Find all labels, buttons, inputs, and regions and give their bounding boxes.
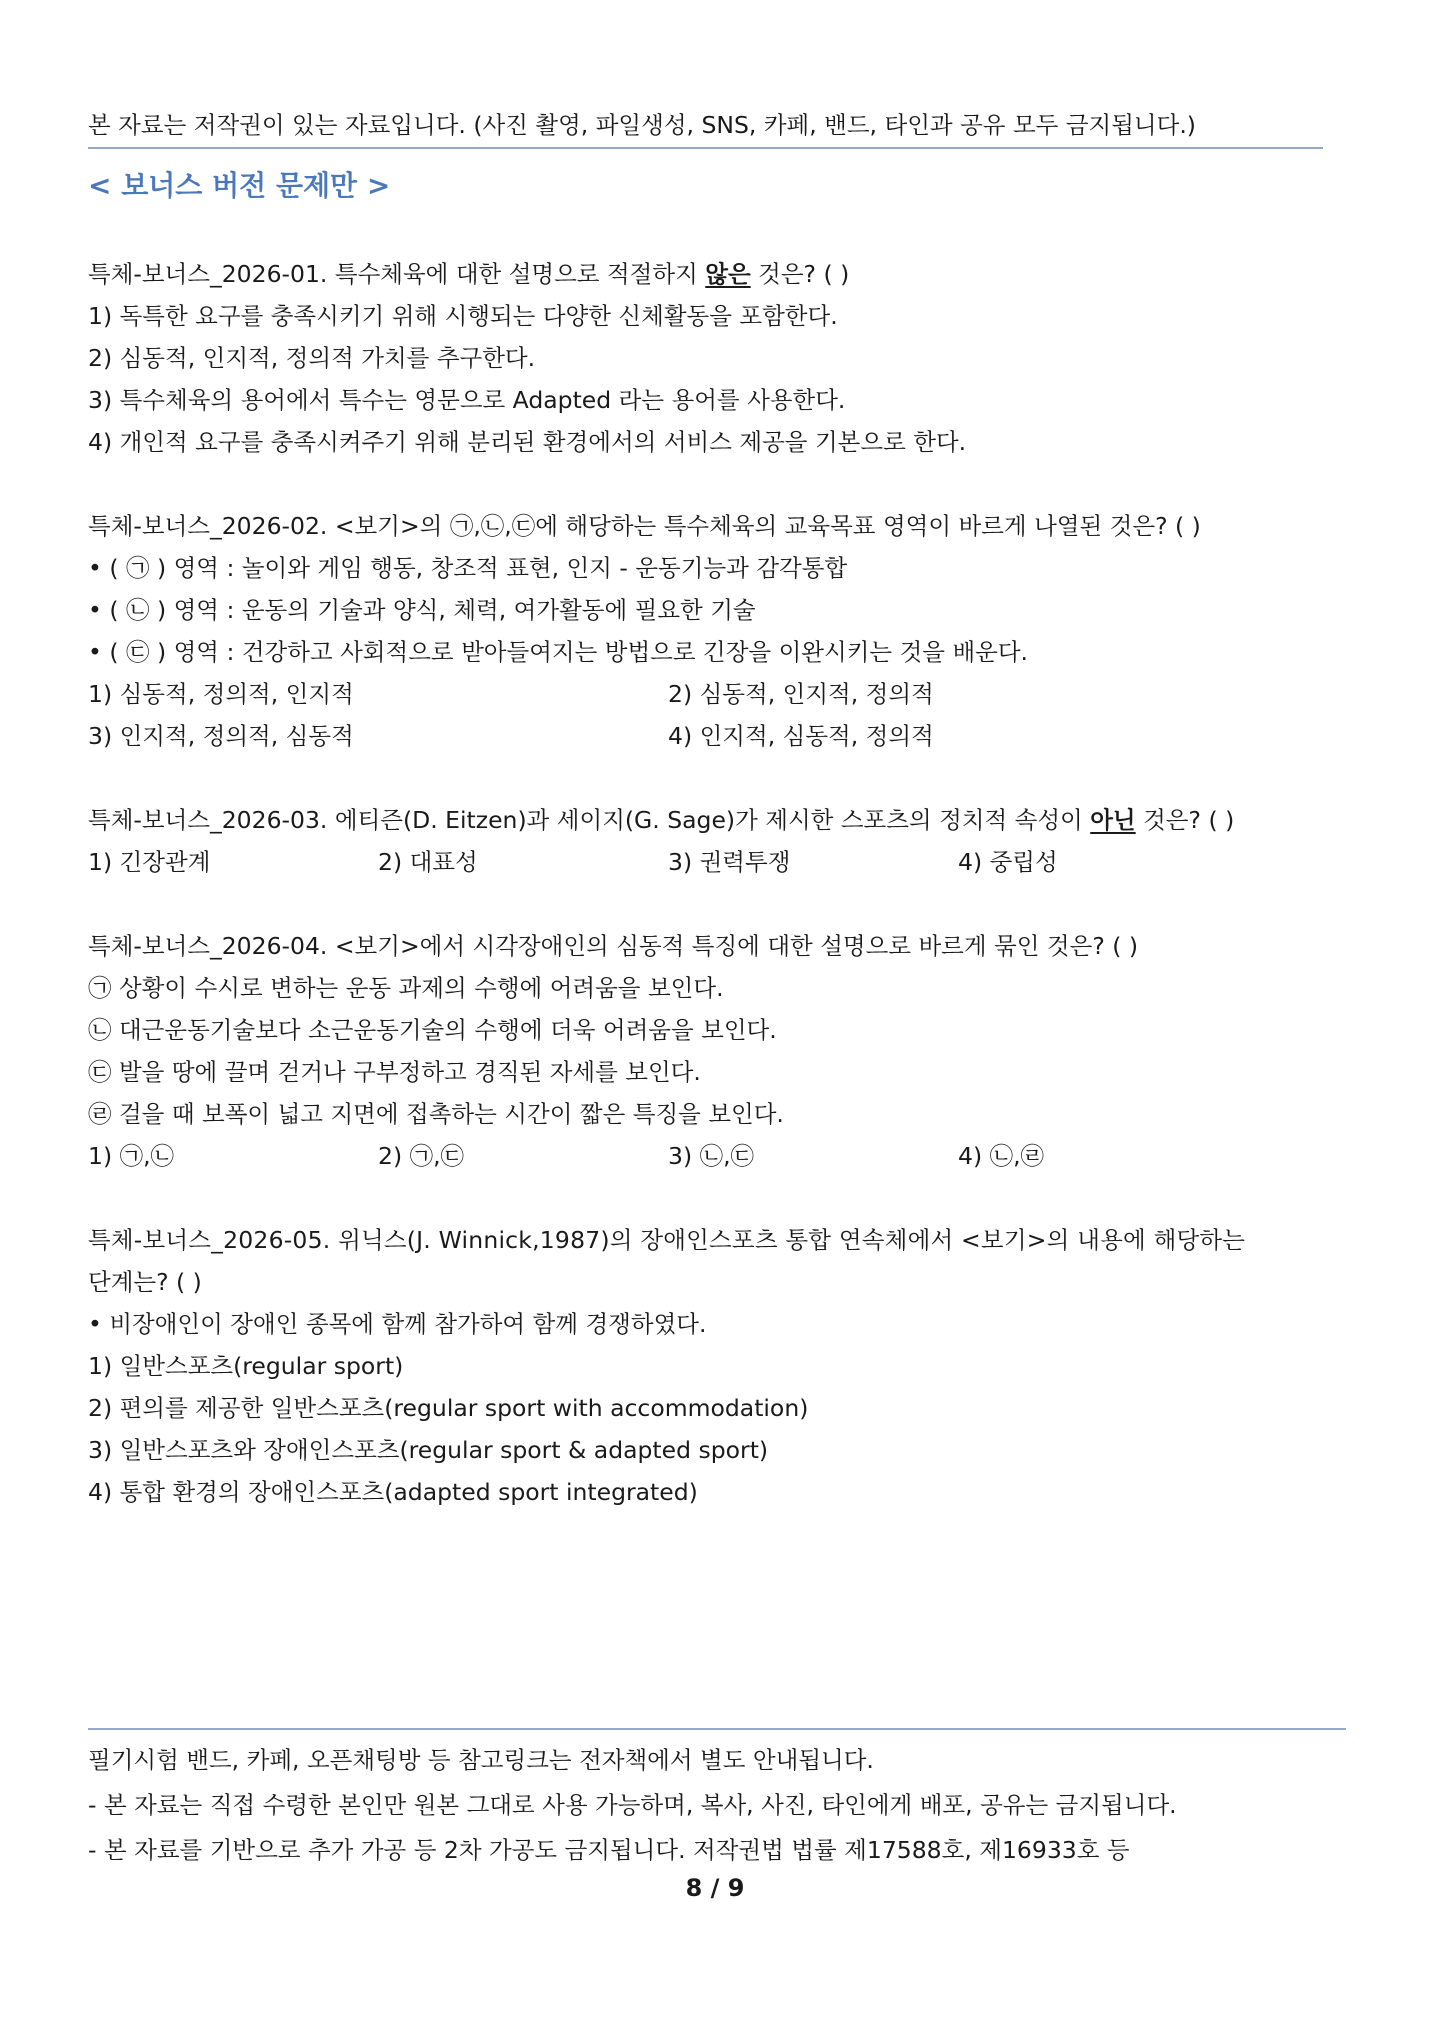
question-4-stem: 특체-보너스_2026-04. <보기>에서 시각장애인의 심동적 특징에 대한 설명으로 바르게 묶인 것은? ( ) bbox=[88, 932, 1139, 960]
question-4-item-3: ㉢ 발을 땅에 끌며 걷거나 구부정하고 경직된 자세를 보인다. bbox=[88, 1058, 701, 1086]
question-4-option-3: 3) ㉡,㉢ bbox=[668, 1142, 755, 1170]
question-4-item-1: ㉠ 상황이 수시로 변하는 운동 과제의 수행에 어려움을 보인다. bbox=[88, 974, 724, 1002]
question-2-stem: 특체-보너스_2026-02. <보기>의 ㉠,㉡,㉢에 해당하는 특수체육의 교육목표 영역이 바르게 나열된 것은? ( ) bbox=[88, 512, 1201, 540]
question-2-bullet-3: • ( ㉢ ) 영역 : 건강하고 사회적으로 받아들여지는 방법으로 긴장을 이완시키는 것을 배운다. bbox=[88, 638, 1029, 666]
question-5-stem-line-2: 단계는? ( ) bbox=[88, 1268, 202, 1296]
question-1-option-4: 4) 개인적 요구를 충족시켜주기 위해 분리된 환경에서의 서비스 제공을 기본으로 한다. bbox=[88, 428, 967, 456]
question-5-option-3: 3) 일반스포츠와 장애인스포츠(regular sport & adapted sport) bbox=[88, 1436, 769, 1464]
question-5-bullet: • 비장애인이 장애인 종목에 함께 참가하여 함께 경쟁하였다. bbox=[88, 1310, 707, 1338]
header-divider bbox=[88, 147, 1323, 149]
copyright-notice: 본 자료는 저작권이 있는 자료입니다. (사진 촬영, 파일생성, SNS, 카페, 밴드, 타인과 공유 모두 금지됩니다.) bbox=[88, 111, 1196, 139]
question-4-item-4: ㉣ 걸을 때 보폭이 넓고 지면에 접촉하는 시간이 짧은 특징을 보인다. bbox=[88, 1100, 784, 1128]
question-1-option-3: 3) 특수체육의 용어에서 특수는 영문으로 Adapted 라는 용어를 사용한다. bbox=[88, 386, 846, 414]
question-2-bullet-2: • ( ㉡ ) 영역 : 운동의 기술과 양식, 체력, 여가활동에 필요한 기술 bbox=[88, 596, 756, 624]
question-3-stem-start: 특체-보너스_2026-03. 에티즌(D. Eitzen)과 세이지(G. Sage)가 제시한 스포츠의 정치적 속성이 bbox=[88, 806, 1091, 834]
footer-line-3: - 본 자료를 기반으로 추가 가공 등 2차 가공도 금지됩니다. 저작권법 법률 제17588호, 제16933호 등 bbox=[88, 1836, 1130, 1864]
question-1-option-1: 1) 독특한 요구를 충족시키기 위해 시행되는 다양한 신체활동을 포함한다. bbox=[88, 302, 838, 330]
question-4-option-1: 1) ㉠,㉡ bbox=[88, 1142, 175, 1170]
question-1-option-2: 2) 심동적, 인지적, 정의적 가치를 추구한다. bbox=[88, 344, 536, 372]
question-2-option-3: 3) 인지적, 정의적, 심동적 bbox=[88, 722, 354, 750]
question-5-option-4: 4) 통합 환경의 장애인스포츠(adapted sport integrated) bbox=[88, 1478, 698, 1506]
question-3-stem bbox=[88, 803, 1234, 837]
question-2-option-2: 2) 심동적, 인지적, 정의적 bbox=[668, 680, 934, 708]
question-1-stem-start: 특체-보너스_2026-01. 특수체육에 대한 설명으로 적절하지 bbox=[88, 260, 706, 288]
question-1-emphasis: 않은 bbox=[705, 260, 751, 288]
question-3-stem-end: 것은? ( ) bbox=[1135, 806, 1235, 834]
question-1-stem bbox=[88, 257, 849, 291]
question-2-option-1: 1) 심동적, 정의적, 인지적 bbox=[88, 680, 354, 708]
section-title: < 보너스 버전 문제만 > bbox=[88, 169, 391, 202]
question-5-stem-line-1: 특체-보너스_2026-05. 위닉스(J. Winnick,1987)의 장애인스포츠 통합 연속체에서 <보기>의 내용에 해당하는 bbox=[88, 1226, 1246, 1254]
question-2-bullet-1: • ( ㉠ ) 영역 : 놀이와 게임 행동, 창조적 표현, 인지 - 운동기능과 감각통합 bbox=[88, 554, 848, 582]
question-5-option-2: 2) 편의를 제공한 일반스포츠(regular sport with accommodation) bbox=[88, 1394, 809, 1422]
question-3-option-1: 1) 긴장관계 bbox=[88, 848, 211, 876]
question-4-option-4: 4) ㉡,㉣ bbox=[958, 1142, 1045, 1170]
question-1-stem-end: 것은? ( ) bbox=[750, 260, 850, 288]
question-3-emphasis: 아닌 bbox=[1090, 806, 1136, 834]
question-4-item-2: ㉡ 대근운동기술보다 소근운동기술의 수행에 더욱 어려움을 보인다. bbox=[88, 1016, 777, 1044]
footer-line-1: 필기시험 밴드, 카페, 오픈채팅방 등 참고링크는 전자책에서 별도 안내됩니다. bbox=[88, 1746, 874, 1774]
footer-divider bbox=[88, 1728, 1346, 1730]
question-3-option-3: 3) 권력투쟁 bbox=[668, 848, 791, 876]
question-2-option-4: 4) 인지적, 심동적, 정의적 bbox=[668, 722, 934, 750]
page-number: 8 / 9 bbox=[685, 1874, 745, 1902]
question-5-option-1: 1) 일반스포츠(regular sport) bbox=[88, 1352, 404, 1380]
question-4-option-2: 2) ㉠,㉢ bbox=[378, 1142, 465, 1170]
question-3-option-4: 4) 중립성 bbox=[958, 848, 1058, 876]
footer-line-2: - 본 자료는 직접 수령한 본인만 원본 그대로 사용 가능하며, 복사, 사진, 타인에게 배포, 공유는 금지됩니다. bbox=[88, 1791, 1177, 1819]
question-3-option-2: 2) 대표성 bbox=[378, 848, 478, 876]
